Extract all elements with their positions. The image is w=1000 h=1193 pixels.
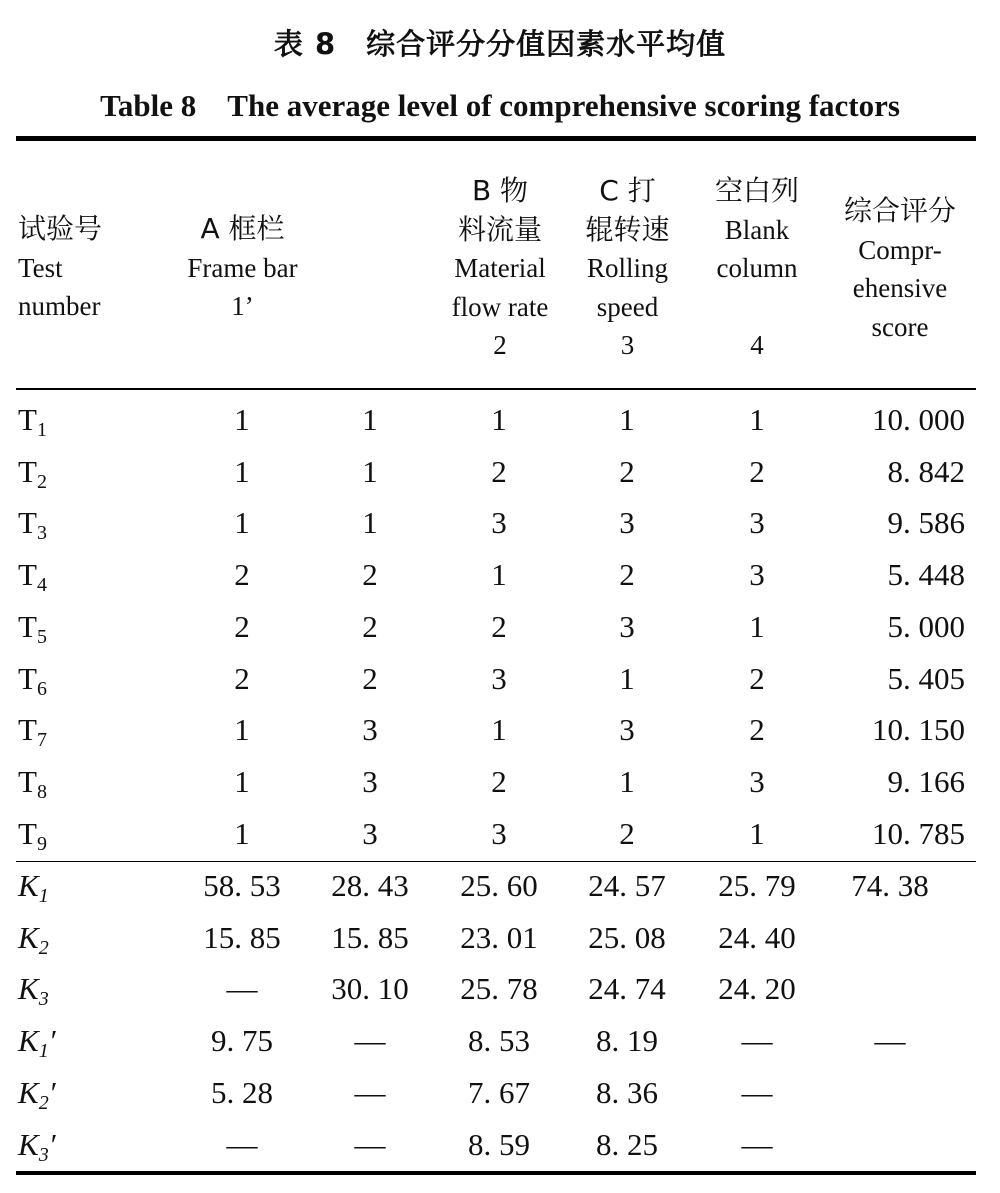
table-row [0, 1023, 1000, 1075]
row-label-subscript: 7 [36, 729, 47, 752]
table-cell: 24. 57 [588, 868, 666, 903]
header-c-cn1: C 打 [599, 174, 656, 207]
table-row [0, 816, 1000, 868]
table-cell: 2 [619, 453, 635, 489]
row-label [18, 557, 47, 597]
table-cell: 1 [749, 402, 765, 437]
table-cell: 1 [362, 402, 378, 437]
table-cell: 23. 01 [460, 919, 538, 955]
table-cell: 2 [491, 608, 507, 644]
table-cell: 3 [749, 763, 765, 799]
header-b-en1: Material [454, 253, 546, 283]
row-label-subscript: 1 [38, 885, 49, 907]
header-test-number [18, 172, 168, 410]
header-c-num: 3 [620, 330, 635, 360]
table-row [0, 764, 1000, 816]
table-cell: 8. 19 [596, 1023, 658, 1059]
header-blank-en2: column [716, 253, 798, 283]
score-cell: 8. 842 [887, 453, 965, 489]
header-blank-cn: 空白列 [714, 174, 799, 207]
table-cell: 24. 20 [718, 971, 796, 1007]
table-cell: 1 [749, 815, 765, 851]
table-cell: 58. 53 [203, 868, 281, 903]
row-label-letter: T [18, 815, 37, 851]
table-cell: 28. 43 [331, 868, 409, 903]
table-cell: 2 [619, 815, 635, 851]
row-label-letter: K [18, 1126, 39, 1162]
table-cell: 1 [491, 402, 507, 437]
row-label-prime: ′ [48, 1023, 56, 1059]
table-cell: 8. 59 [468, 1126, 530, 1162]
header-factor-a [160, 172, 325, 410]
table-cell: 30. 10 [331, 971, 409, 1007]
header-a-en: Frame bar [187, 252, 298, 283]
table-cell: 15. 85 [203, 919, 281, 955]
row-label [18, 816, 47, 856]
score-cell: 5. 405 [887, 660, 965, 696]
table-cell: 1 [619, 402, 635, 437]
table-cell: 3 [362, 763, 378, 799]
row-label-prime: ′ [48, 1074, 56, 1110]
row-label [18, 764, 47, 804]
table-cell: 1 [749, 608, 765, 644]
header-test-en2: number [18, 291, 101, 321]
header-a-num: 1’ [231, 291, 254, 321]
table-cell: 2 [362, 660, 378, 696]
header-comprehensive-score [825, 172, 975, 392]
table-cell: — [741, 1126, 773, 1162]
header-a-cn: A 框栏 [200, 212, 285, 245]
table-cell: 1 [619, 763, 635, 799]
row-label-letter: K [18, 1074, 39, 1110]
header-factor-b [440, 172, 560, 372]
table-cell: 1 [234, 763, 250, 799]
table-cell: 1 [491, 557, 507, 593]
row-label [18, 868, 49, 908]
table-cell: 1 [234, 402, 250, 437]
header-b-cn1: B 物 [471, 174, 529, 207]
table-title-english: Table 8 The average level of comprehensive scoring factors [100, 88, 900, 123]
row-label-subscript: 1 [38, 1040, 49, 1063]
table-cell: 1 [362, 505, 378, 541]
row-label-letter: T [18, 608, 37, 644]
row-label [18, 609, 47, 649]
row-label [18, 454, 47, 494]
table-cell: 2 [362, 608, 378, 644]
row-label-letter: K [18, 971, 39, 1007]
table-cell: 3 [619, 608, 635, 644]
table-cell: 1 [234, 712, 250, 748]
header-b-en2: flow rate [451, 291, 549, 322]
table-cell: 9. 75 [211, 1023, 273, 1059]
table-row [0, 505, 1000, 557]
score-cell: 9. 166 [887, 763, 965, 799]
table-cell: 1 [234, 505, 250, 541]
header-b-cn2: 料流量 [457, 212, 542, 246]
table-cell: 24. 40 [718, 919, 796, 955]
row-label [18, 712, 47, 752]
row-label [18, 971, 49, 1011]
table-cell: 2 [362, 557, 378, 593]
table-cell: 8. 53 [468, 1023, 530, 1059]
row-label-letter: T [18, 402, 37, 437]
table-cell: 2 [234, 660, 250, 696]
row-label-subscript: 4 [36, 574, 47, 597]
table-cell: 2 [619, 557, 635, 593]
table-cell: — [354, 1126, 386, 1162]
header-blank-spacer [698, 288, 816, 327]
row-label-letter: K [18, 1023, 39, 1059]
table-cell: — [226, 1126, 258, 1162]
row-label-letter: K [18, 919, 39, 955]
row-label-letter: T [18, 557, 37, 593]
header-factor-c [570, 172, 685, 372]
table-row [0, 609, 1000, 661]
table-cell: — [354, 1074, 386, 1110]
row-label-subscript: 2 [38, 1091, 49, 1114]
score-cell: 5. 448 [887, 557, 965, 593]
table-cell: 5. 28 [211, 1074, 273, 1110]
row-label [18, 920, 49, 960]
table-cell: 3 [491, 660, 507, 696]
row-label [18, 1023, 55, 1063]
row-label [18, 661, 47, 701]
header-test-cn: 试验号 [18, 212, 103, 245]
table-row [0, 402, 1000, 454]
table-cell: 3 [362, 712, 378, 748]
row-label-letter: T [18, 712, 37, 748]
table-cell: 2 [749, 660, 765, 696]
score-cell: 5. 000 [887, 608, 965, 644]
table-cell: 24. 74 [588, 971, 666, 1007]
table-cell: 7. 67 [468, 1074, 530, 1110]
table-cell: 3 [749, 557, 765, 593]
header-score-cn: 综合评分 [843, 194, 956, 227]
table-cell: 2 [491, 763, 507, 799]
score-cell: 10. 000 [872, 402, 965, 437]
table-cell: 2 [234, 557, 250, 593]
header-c-cn2: 辊转速 [585, 212, 670, 246]
score-cell: 74. 38 [851, 868, 929, 903]
table-row [0, 712, 1000, 764]
row-label-letter: T [18, 453, 37, 489]
table-cell: 1 [619, 660, 635, 696]
table-cell: — [741, 1023, 773, 1059]
row-label-subscript: 3 [38, 1143, 49, 1166]
score-cell: 10. 150 [872, 712, 965, 748]
table-cell: 2 [234, 608, 250, 644]
table-row [0, 454, 1000, 506]
table-cell: 3 [619, 712, 635, 748]
score-cell: 9. 586 [887, 505, 965, 541]
table-cell: — [741, 1074, 773, 1110]
header-score-en2: ehensive [852, 273, 948, 303]
header-c-en1: Rolling [586, 253, 668, 283]
table-cell: 25. 60 [460, 868, 538, 903]
table-row [0, 868, 1000, 920]
row-label-letter: T [18, 505, 37, 541]
row-label-subscript: 9 [36, 832, 47, 855]
row-label [18, 1075, 55, 1115]
row-label-subscript: 2 [36, 470, 47, 493]
header-blank-num: 4 [750, 330, 764, 360]
table-cell: 25. 08 [588, 919, 666, 955]
table-row [0, 557, 1000, 609]
table-cell: 1 [362, 453, 378, 489]
table-cell: 1 [234, 453, 250, 489]
table-cell: 2 [749, 453, 765, 489]
row-label [18, 402, 47, 442]
table-row [0, 971, 1000, 1023]
table-cell: 8. 36 [596, 1074, 658, 1110]
header-score-en3: score [871, 311, 929, 342]
row-label-subscript: 8 [36, 780, 47, 803]
header-test-en1: Test [18, 252, 63, 283]
table-cell: 25. 78 [460, 971, 538, 1007]
table-cell: — [354, 1023, 386, 1059]
row-label-subscript: 3 [38, 988, 49, 1011]
table-cell: 3 [362, 815, 378, 851]
row-label-letter: K [18, 868, 39, 903]
table-row [0, 1075, 1000, 1127]
table-cell: 25. 79 [718, 868, 796, 903]
row-label [18, 1127, 55, 1167]
header-blank-column [698, 172, 816, 372]
table-cell: 2 [491, 453, 507, 489]
row-label-subscript: 1 [36, 419, 47, 441]
table-cell: 1 [234, 815, 250, 851]
row-label-subscript: 5 [36, 625, 47, 648]
score-cell: — [874, 1023, 906, 1059]
table-cell: 2 [749, 712, 765, 748]
table-cell: — [226, 971, 258, 1007]
table-cell: 8. 25 [596, 1126, 658, 1162]
table-cell: 3 [491, 505, 507, 541]
table-cell: 3 [491, 815, 507, 851]
table-row [0, 661, 1000, 713]
row-label-letter: T [18, 660, 37, 696]
table-cell: 1 [491, 712, 507, 748]
table-cell: 3 [619, 505, 635, 541]
table-title-chinese: 表 8 综合评分分值因素水平均值 [273, 27, 727, 61]
bottom-rule [16, 1171, 976, 1175]
header-score-en1: Compr- [858, 234, 942, 265]
row-label-letter: T [18, 763, 37, 799]
row-label-prime: ′ [48, 1126, 56, 1162]
header-blank-en1: Blank [724, 214, 790, 245]
row-label [18, 505, 47, 545]
header-b-num: 2 [493, 330, 507, 360]
score-cell: 10. 785 [872, 815, 965, 851]
row-label-subscript: 3 [36, 522, 47, 545]
table-row [0, 920, 1000, 972]
section-rule [16, 861, 976, 862]
table-cell: 15. 85 [331, 919, 409, 955]
header-c-en2: speed [596, 291, 659, 322]
table-cell: 3 [749, 505, 765, 541]
row-label-subscript: 6 [36, 677, 47, 700]
header-rule [16, 388, 976, 390]
row-label-subscript: 2 [38, 936, 49, 959]
top-rule [16, 136, 976, 141]
